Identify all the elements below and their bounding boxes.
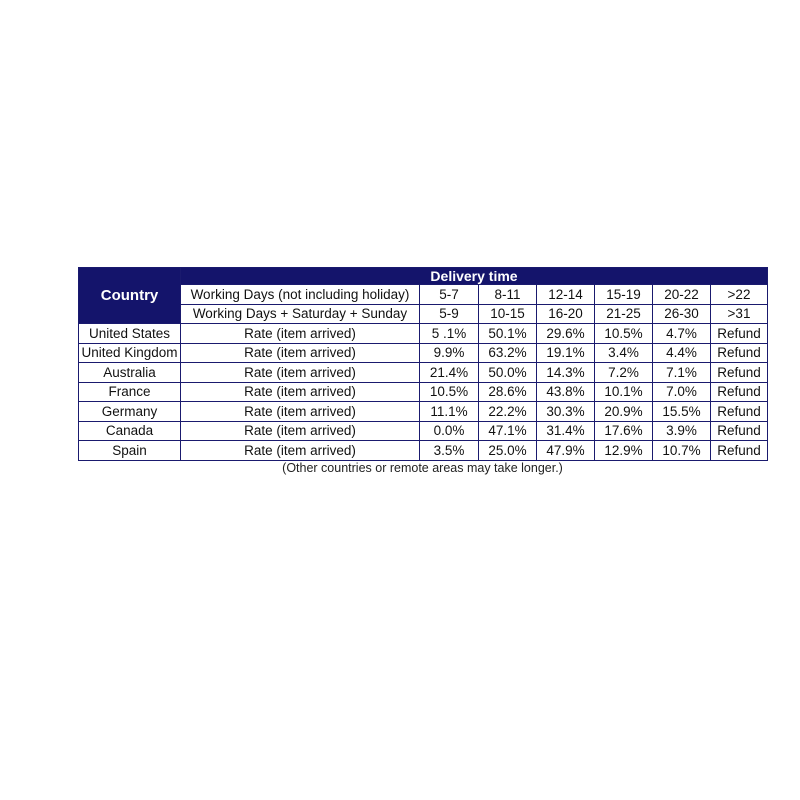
rate-cell: 15.5% xyxy=(653,402,711,422)
country-column-header: Country xyxy=(79,268,181,324)
rate-cell: Refund xyxy=(711,343,768,363)
table-row xyxy=(79,363,768,383)
rate-cell: 63.2% xyxy=(479,343,537,363)
rate-cell: Refund xyxy=(711,382,768,402)
rate-cell: 7.1% xyxy=(653,363,711,383)
rate-cell: Refund xyxy=(711,402,768,422)
rate-cell: 11.1% xyxy=(420,402,479,422)
table-row xyxy=(79,421,768,441)
country-cell: United Kingdom xyxy=(79,343,181,363)
range-cell: 5-9 xyxy=(420,304,479,324)
country-cell: Spain xyxy=(79,441,181,461)
table-row xyxy=(79,402,768,422)
range-cell: 5-7 xyxy=(420,285,479,305)
rate-cell: 3.4% xyxy=(595,343,653,363)
rate-cell: 10.1% xyxy=(595,382,653,402)
table-row xyxy=(79,382,768,402)
rate-cell: 4.7% xyxy=(653,324,711,344)
range-cell: >31 xyxy=(711,304,768,324)
range-cell: 20-22 xyxy=(653,285,711,305)
rate-cell: Refund xyxy=(711,441,768,461)
rate-cell: 28.6% xyxy=(479,382,537,402)
country-cell: France xyxy=(79,382,181,402)
rate-cell: 21.4% xyxy=(420,363,479,383)
delivery-time-table xyxy=(78,267,768,461)
rate-cell: 10.5% xyxy=(420,382,479,402)
rate-cell: 3.5% xyxy=(420,441,479,461)
metric-cell: Rate (item arrived) xyxy=(181,441,420,461)
metric-cell: Rate (item arrived) xyxy=(181,402,420,422)
rate-cell: 47.1% xyxy=(479,421,537,441)
table-row xyxy=(79,343,768,363)
range-cell: 26-30 xyxy=(653,304,711,324)
country-cell: Canada xyxy=(79,421,181,441)
header-row-calendar-days xyxy=(79,304,768,324)
rate-cell: 17.6% xyxy=(595,421,653,441)
footnote: (Other countries or remote areas may take longer.) xyxy=(282,461,563,475)
range-cell: >22 xyxy=(711,285,768,305)
rate-cell: 25.0% xyxy=(479,441,537,461)
rate-cell: 50.0% xyxy=(479,363,537,383)
rate-cell: 9.9% xyxy=(420,343,479,363)
working-days-label: Working Days (not including holiday) xyxy=(181,285,420,305)
rate-cell: 12.9% xyxy=(595,441,653,461)
rate-cell: 4.4% xyxy=(653,343,711,363)
rate-cell: 0.0% xyxy=(420,421,479,441)
rate-cell: 50.1% xyxy=(479,324,537,344)
rate-cell: 7.0% xyxy=(653,382,711,402)
rate-cell: 20.9% xyxy=(595,402,653,422)
rate-cell: 22.2% xyxy=(479,402,537,422)
rate-cell: 29.6% xyxy=(537,324,595,344)
table-body xyxy=(79,268,768,461)
metric-cell: Rate (item arrived) xyxy=(181,382,420,402)
rate-cell: 30.3% xyxy=(537,402,595,422)
rate-cell: 3.9% xyxy=(653,421,711,441)
country-cell: Germany xyxy=(79,402,181,422)
rate-cell: Refund xyxy=(711,324,768,344)
country-cell: Australia xyxy=(79,363,181,383)
rate-cell: 43.8% xyxy=(537,382,595,402)
range-cell: 10-15 xyxy=(479,304,537,324)
calendar-days-label: Working Days + Saturday + Sunday xyxy=(181,304,420,324)
metric-cell: Rate (item arrived) xyxy=(181,324,420,344)
range-cell: 8-11 xyxy=(479,285,537,305)
table-row xyxy=(79,324,768,344)
rate-cell: 10.5% xyxy=(595,324,653,344)
rate-cell: 19.1% xyxy=(537,343,595,363)
rate-cell: 7.2% xyxy=(595,363,653,383)
rate-cell: 14.3% xyxy=(537,363,595,383)
metric-cell: Rate (item arrived) xyxy=(181,343,420,363)
country-cell: United States xyxy=(79,324,181,344)
rate-cell: Refund xyxy=(711,421,768,441)
metric-cell: Rate (item arrived) xyxy=(181,363,420,383)
range-cell: 16-20 xyxy=(537,304,595,324)
range-cell: 12-14 xyxy=(537,285,595,305)
range-cell: 15-19 xyxy=(595,285,653,305)
rate-cell: 10.7% xyxy=(653,441,711,461)
rate-cell: 5 .1% xyxy=(420,324,479,344)
rate-cell: 31.4% xyxy=(537,421,595,441)
rate-cell: 47.9% xyxy=(537,441,595,461)
range-cell: 21-25 xyxy=(595,304,653,324)
header-row-working-days xyxy=(79,285,768,305)
table-row xyxy=(79,441,768,461)
delivery-time-header: Delivery time xyxy=(181,268,768,285)
metric-cell: Rate (item arrived) xyxy=(181,421,420,441)
header-row-title xyxy=(79,268,768,285)
rate-cell: Refund xyxy=(711,363,768,383)
